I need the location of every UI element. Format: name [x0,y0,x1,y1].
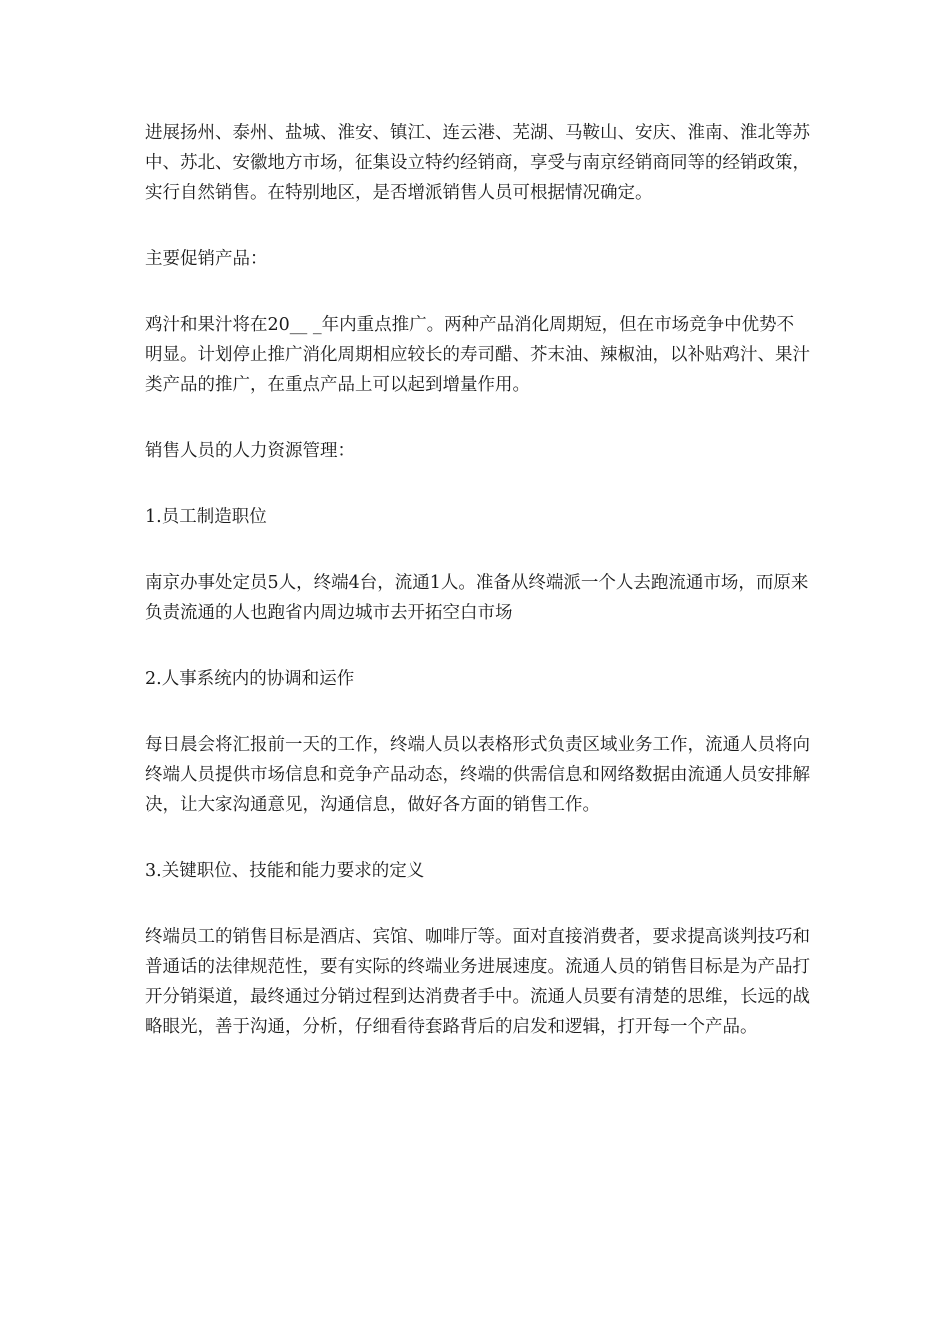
paragraph-coordination: 每日晨会将汇报前一天的工作，终端人员以表格形式负责区域业务工作，流通人员将向终端人员提供市场信息和竞争产品动态，终端的供需信息和网络数据由流通人员安排解决，让大家沟通意见，沟通信息，做好各方面的销售工作。 [145,735,810,815]
paragraph-promoted-products: 鸡汁和果汁将在20__ _年内重点推广。两种产品消化周期短，但在市场竞争中优势不明显。计划停止推广消化周期相应较长的寿司醋、芥末油、辣椒油，以补贴鸡汁、果汁类产品的推广，在重点产品上可以起到增量作用。 [145,315,810,395]
heading-key-positions: 3.关键职位、技能和能力要求的定义 [145,861,425,881]
heading-main-promoted-products: 主要促销产品： [145,249,268,269]
heading-staff-positions: 1.员工制造职位 [145,507,267,527]
heading-hr-management: 销售人员的人力资源管理： [145,441,355,461]
paragraph-key-positions: 终端员工的销售目标是酒店、宾馆、咖啡厅等。面对直接消费者，要求提高谈判技巧和普通话的法律规范性，要有实际的终端业务进展速度。流通人员的销售目标是为产品打开分销渠道，最终通过分销过程到达消费者手中。流通人员要有清楚的思维，长远的战略眼光，善于沟通，分析，仔细看待套路背后的启发和逻辑，打开每一个产品。 [145,927,810,1037]
paragraph-market-expansion: 进展扬州、泰州、盐城、淮安、镇江、连云港、芜湖、马鞍山、安庆、淮南、淮北等苏中、苏北、安徽地方市场，征集设立特约经销商，享受与南京经销商同等的经销政策，实行自然销售。在特别地区，是否增派销售人员可根据情况确定。 [145,123,810,203]
document-body [145,118,810,1042]
paragraph-staff-positions: 南京办事处定员5人，终端4台，流通1人。准备从终端派一个人去跑流通市场，而原来负责流通的人也跑省内周边城市去开拓空白市场 [145,573,809,623]
heading-coordination: 2.人事系统内的协调和运作 [145,669,355,689]
